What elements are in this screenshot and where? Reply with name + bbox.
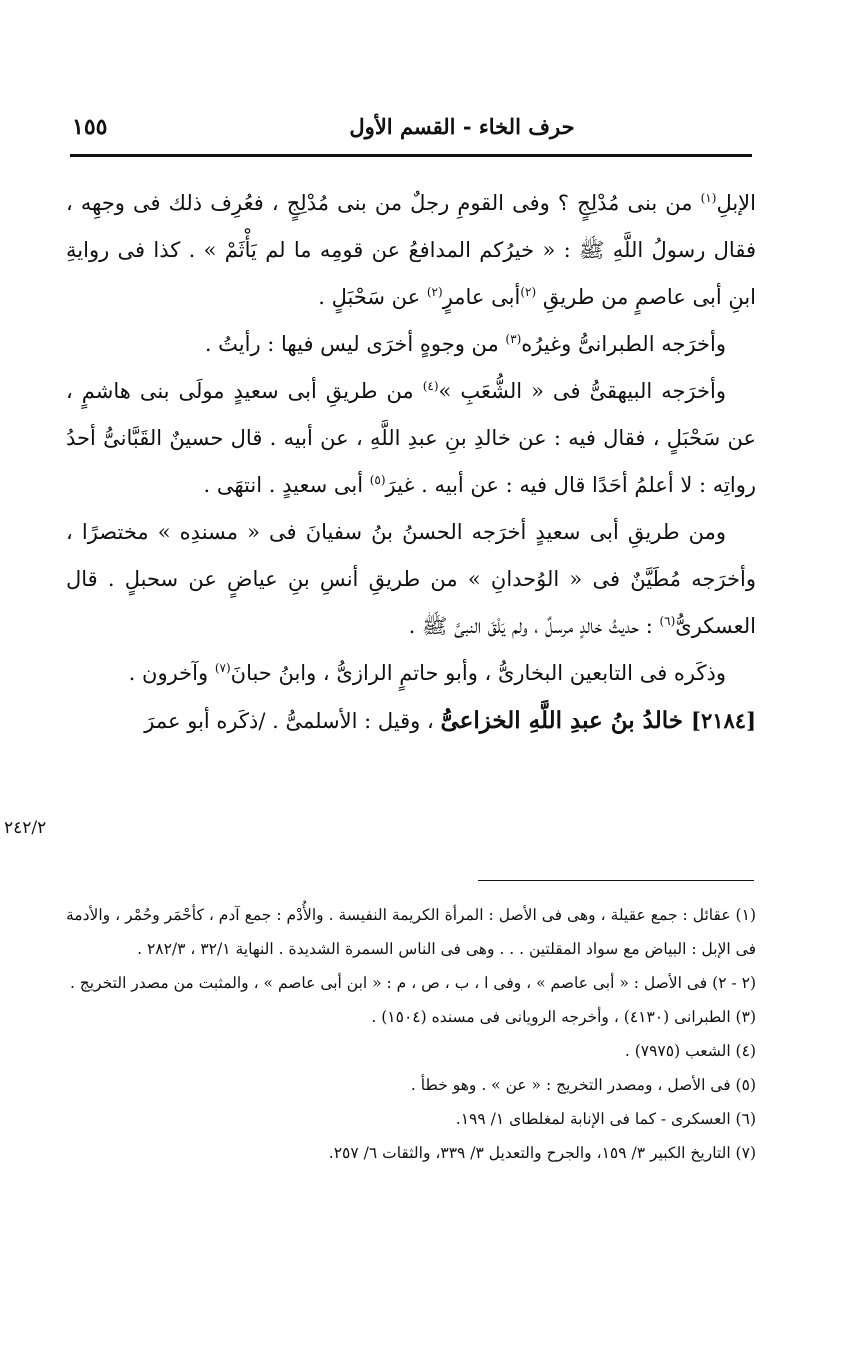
running-title: حرف الخاء - القسم الأول [349,114,575,139]
footnote-2: (٢ - ٢) فى الأصل : « أبى عاصم » ، وفى ا ، ب ، ص ، م : « ابن أبى عاصم » ، والمثبت من مصدر التخريج . [69,974,756,992]
footnote-4: (٤) الشعب (٧٩٧٥) . [624,1042,756,1060]
paragraph-1: الإبلِ$^{(١)}$ من بنى مُدْلِجٍ ؟ وفى القومِ رجلٌ من بنى مُدْلِجٍ ، فعُرِف ذلك فى وجهِه ، فقال رسولُ اللَّهِ ﷺ : « خيرُكم المدافعُ عن قومِه ما لم يَأْثَمْ » . كذا فى روايةِ ابنِ أبى عاصمٍ من طريقِ $^{(٢)}$أبى عامرٍ$^{(٢)}$ عن سَحْبَلٍ . [66,191,756,309]
entry-text: ، وقيل : الأسلمىُّ . /ذكَره أبو عمرَ [144,709,441,733]
footnote-ref-1: (١) [700,191,717,205]
footnotes [66,898,756,1170]
margin-reference: ٢٤٢/٢ [4,818,47,838]
footnote-ref-5: (٥) [369,473,386,487]
header-rule [70,154,752,157]
page-header [72,112,752,148]
paragraph-3: وأخرَجه البيهقىُّ فى « الشُّعَبِ »$^{(٤)}$ من طريقِ أبى سعيدٍ مولَى بنى هاشمٍ ، عن سَحْبَلٍ ، فقال فيه : عن خالدِ بنِ عبدِ اللَّهِ ، عن أبيه . قال حسينٌ القَبَّانىُّ أحدُ رواتِه : لا أعلمُ أحَدًا قال فيه : عن أبيه . غيرَ$^{(٥)}$ أبى سعيدٍ . انتهَى . [66,379,756,497]
footnote-ref-2-end: (٢) [426,285,443,299]
footnote-ref-7: (٧) [214,661,231,675]
footnote-ref-2-start: (٢) [520,285,537,299]
entry-name: خالدُ بنُ عبدِ اللَّهِ الخزاعىُّ [440,707,691,734]
footnote-rule [478,880,754,881]
footnote-3: (٣) الطبرانى (٤١٣٠) ، وأخرجه الرويانى فى مسنده (١٥٠٤) . [371,1008,756,1026]
footnote-ref-6: (٦) [659,614,676,628]
footnote-ref-4: (٤) [422,379,439,393]
entry-heading [66,697,756,745]
page-number: ١٥٥ [72,114,108,140]
footnote-ref-3: (٣) [505,332,522,346]
paragraph-4: ومن طريقِ أبى سعيدٍ أخرَجه الحسنُ بنُ سفيانَ فى « مسندِه » مختصرًا ، وأخرَجه مُطَيَّنٌ فى « الوُحدانِ » من طريقِ أنسِ بنِ عياضٍ عن سحبلٍ . قال العسكرىُّ$^{(٦)}$ : حديثُ خالدٍ مرسلٌ ، ولم يَلْقَ النبىَّ ﷺ . [66,520,756,638]
footnote-6: (٦) العسكرى - كما فى الإنابة لمغلطاى ١/ ١٩٩. [455,1110,756,1128]
paragraph-5: وذكَره فى التابعين البخارىُّ ، وأبو حاتمٍ الرازىُّ ، وابنُ حبانَ$^{(٧)}$ وآخرون . [128,661,726,685]
paragraph-2: وأخرَجه الطبرانىُّ وغيرُه$^{(٣)}$ من وجوهٍ أخرَى ليس فيها : رأيتُ . [204,332,726,356]
footnote-7: (٧) التاريخ الكبير ٣/ ١٥٩، والجرح والتعديل ٣/ ٣٣٩، والثقات ٦/ ٢٥٧. [328,1144,756,1162]
footnote-1: (١) عقائل : جمع عقيلة ، وهى فى الأصل : المرأة الكريمة النفيسة . والأُدْم : جمع آدم ، كأحْمَر وحُمْر ، والأدمة فى الإبل : البياض مع سواد المقلتين . . . وهى فى الناس السمرة الشديدة . النهاية ٣٢/١ ، ٢٨٢/٣ . [66,906,756,958]
footnote-5: (٥) فى الأصل ، ومصدر التخريج : « عن » . وهو خطأ . [410,1076,756,1094]
main-text [66,180,756,745]
entry-number: [٢١٨٤] [691,708,756,733]
